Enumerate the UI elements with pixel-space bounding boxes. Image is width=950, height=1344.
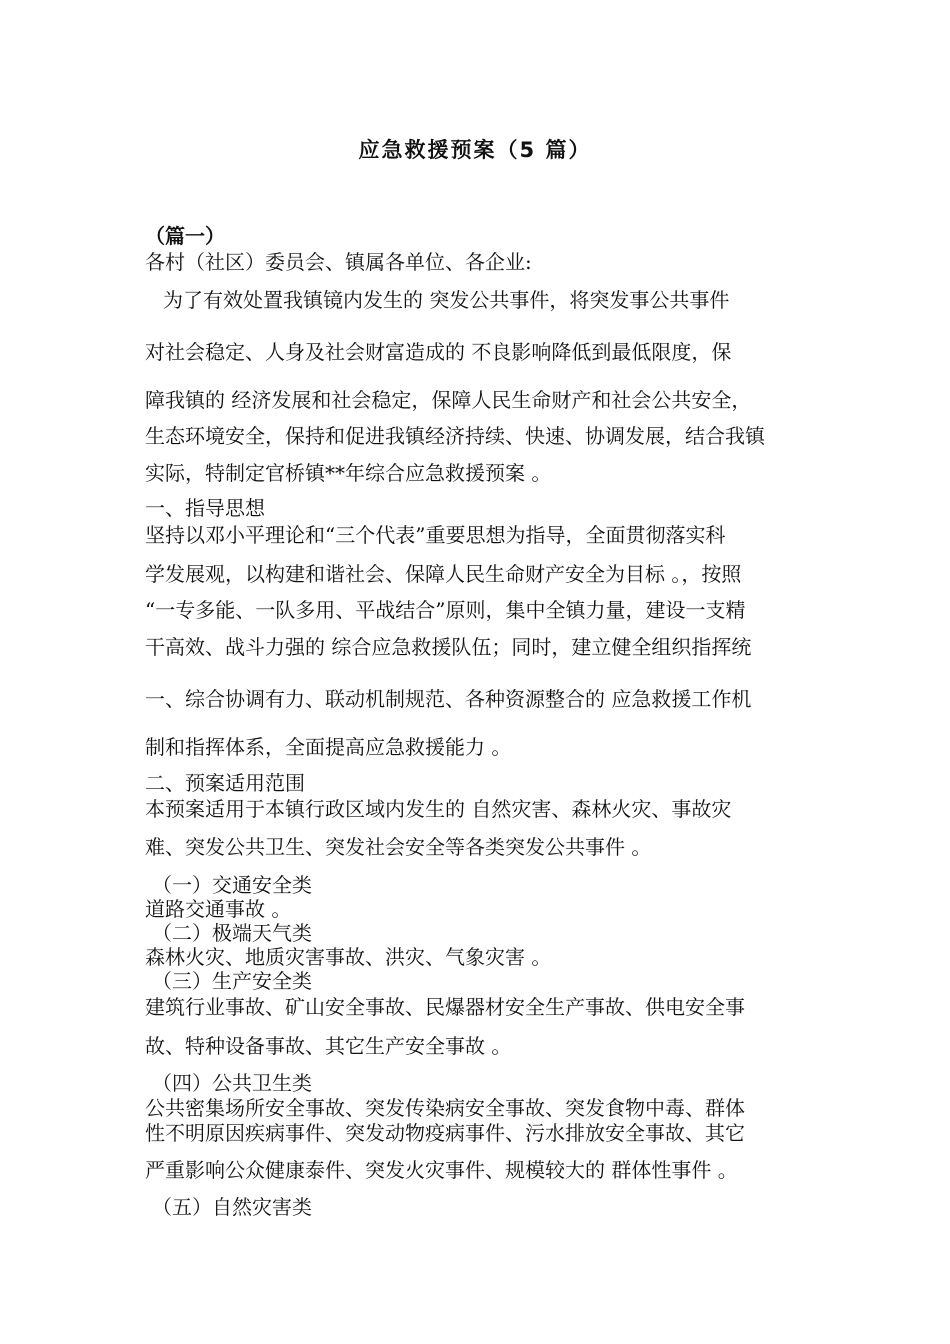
paragraph-line: 干高效、战斗力强的 综合应急救援队伍；同时，建立健全组织指挥统 xyxy=(145,635,752,659)
section-heading: 一、指导思想 xyxy=(145,496,265,520)
section-heading: 二、预案适用范围 xyxy=(145,771,305,795)
salutation: 各村（社区）委员会、镇属各单位、各企业: xyxy=(145,250,532,274)
paragraph-line: 道路交通事故 。 xyxy=(145,897,292,921)
subsection-heading: （三）生产安全类 xyxy=(152,969,312,993)
paragraph-line: 森林火灾、地质灾害事故、洪灾、气象灾害 。 xyxy=(145,945,552,969)
paragraph-line: 一、综合协调有力、联动机制规范、各种资源整合的 应急救援工作机 xyxy=(145,687,752,711)
paragraph-line: 生态环境安全，保持和促进我镇经济持续、快速、协调发展，结合我镇 xyxy=(145,424,765,448)
paragraph-line: 制和指挥体系，全面提高应急救援能力 。 xyxy=(145,735,512,759)
paragraph-line: 学发展观，以构建和谐社会、保障人民生命财产安全为目标 。，按照 xyxy=(145,562,742,586)
subsection-heading: （二）极端天气类 xyxy=(152,921,312,945)
paragraph-line: 建筑行业事故、矿山安全事故、民爆器材安全生产事故、供电安全事 xyxy=(145,995,745,1019)
paragraph-line: 严重影响公众健康泰件、突发火灾事件、规模较大的 群体性事件 。 xyxy=(145,1158,738,1182)
paragraph-line: 性不明原因疾病事件、突发动物疫病事件、污水排放安全事故、其它 xyxy=(145,1121,745,1145)
subsection-heading: （五）自然灾害类 xyxy=(152,1195,312,1219)
paragraph-line: “一专多能、一队多用、平战结合”原则，集中全镇力量，建设一支精 xyxy=(145,598,746,622)
paragraph-line: 难、突发公共卫生、突发社会安全等各类突发公共事件 。 xyxy=(145,835,652,859)
section-heading-part-one: （篇一） xyxy=(145,224,225,248)
paragraph-line: 故、特种设备事故、其它生产安全事故 。 xyxy=(145,1034,512,1058)
document-title: 应急救援预案（5 篇） xyxy=(358,138,592,162)
paragraph-line: 坚持以邓小平理论和“三个代表”重要思想为指导，全面贯彻落实科 xyxy=(145,523,726,547)
paragraph-line: 本预案适用于本镇行政区域内发生的 自然灾害、森林火灾、事故灾 xyxy=(145,797,732,821)
paragraph-line: 障我镇的 经济发展和社会稳定，保障人民生命财产和社会公共安全， xyxy=(145,388,752,412)
subsection-heading: （四）公共卫生类 xyxy=(152,1071,312,1095)
paragraph-line: 对社会稳定、人身及社会财富造成的 不良影响降低到最低限度，保 xyxy=(145,340,732,364)
paragraph-line: 为了有效处置我镇镜内发生的 突发公共事件，将突发事公共事件 xyxy=(163,288,730,312)
paragraph-line: 实际，特制定官桥镇**年综合应急救援预案 。 xyxy=(145,461,552,485)
subsection-heading: （一）交通安全类 xyxy=(152,873,312,897)
paragraph-line: 公共密集场所安全事故、突发传染病安全事故、突发食物中毒、群体 xyxy=(145,1096,745,1120)
